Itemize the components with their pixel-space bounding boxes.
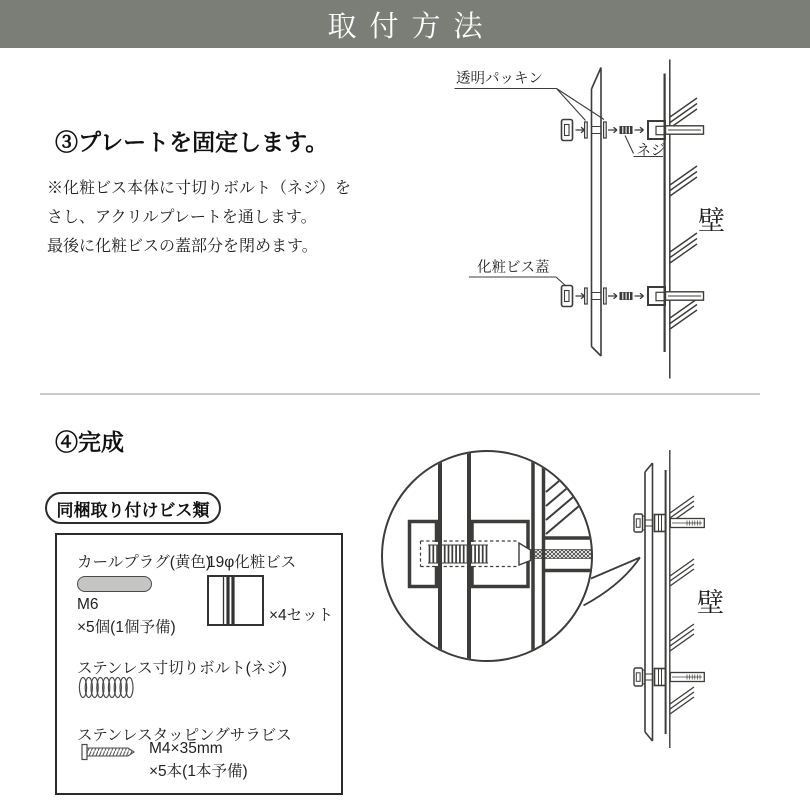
packing-ring-right <box>604 122 607 138</box>
note-line-3: 最後に化粧ビスの蓋部分を閉めます。 <box>47 238 318 255</box>
carl-plug-icon <box>77 576 152 592</box>
part-qty-bis: ×4セット <box>269 607 334 624</box>
screw-cap <box>634 514 643 532</box>
label-wall: 壁 <box>698 206 725 236</box>
page-header <box>0 0 810 48</box>
tapping-screw-icon <box>81 743 137 761</box>
standoff-barrel <box>655 669 666 686</box>
arrow-icon <box>608 293 617 299</box>
wall <box>665 60 697 379</box>
label-packing <box>455 70 605 121</box>
arrow-icon <box>608 127 617 133</box>
arrow-icon <box>635 293 644 299</box>
note-line-1: ※化粧ビス本体に寸切りボルト（ネジ）を <box>47 180 352 197</box>
screw-cap <box>562 286 573 307</box>
label-cap <box>469 259 566 286</box>
step4-heading: ④完成 <box>55 429 124 455</box>
step3-note <box>47 174 351 261</box>
svg-text:ネジ: ネジ <box>636 143 666 159</box>
arrow-icon <box>576 293 585 299</box>
standoff-barrel <box>655 515 666 532</box>
part-name-bis: 19φ化粧ビス <box>207 554 297 571</box>
decorative-bis-icon <box>207 575 264 626</box>
arrow-icon <box>635 127 644 133</box>
step3-heading: ③プレートを固定します。 <box>55 129 329 155</box>
note-line-2: さし、アクリルプレートを通します。 <box>47 209 317 226</box>
part-name-bolt: ステンレス寸切りボルト(ネジ) <box>77 660 287 677</box>
svg-text:化粧ビス蓋: 化粧ビス蓋 <box>477 260 550 276</box>
part-spec-plug-2: ×5個(1個予備) <box>77 619 176 636</box>
fixing-row-bottom <box>562 286 704 307</box>
screw-cap <box>562 120 573 141</box>
part-spec-tapping-2: ×5本(1本予備) <box>149 763 248 780</box>
packing-ring <box>643 670 645 684</box>
screw-cap-slot <box>565 291 570 302</box>
screw-cap-slot <box>565 125 570 136</box>
packing-ring-left <box>585 122 588 138</box>
part-spec-tapping-1: M4×35mm <box>149 740 223 757</box>
packing-ring-right <box>604 288 607 304</box>
packing-ring-left <box>585 288 588 304</box>
section-divider <box>40 393 760 395</box>
acrylic-plate <box>645 463 653 741</box>
label-wall: 壁 <box>697 588 724 618</box>
part-name-tapping: ステンレスタッピングサラビス <box>77 727 292 744</box>
side-view-complete <box>634 450 724 748</box>
part-name-plug: カールプラグ(黄色) <box>77 554 212 571</box>
svg-text:透明パッキン: 透明パッキン <box>456 71 543 87</box>
page-title: 取付方法 <box>327 10 496 43</box>
arrow-icon <box>576 127 585 133</box>
completed-diagram <box>355 415 810 775</box>
screw-shaft-section <box>531 550 595 559</box>
packing-ring <box>643 516 645 530</box>
threaded-bolt-icon <box>78 676 136 699</box>
fixing-row-top <box>562 120 704 141</box>
screw-cap <box>634 668 643 686</box>
parts-box-title: 同梱取り付けビス類 <box>45 492 221 524</box>
install-diagram-top <box>430 52 810 392</box>
part-spec-plug-1: M6 <box>77 596 99 613</box>
acrylic-plate <box>592 68 602 357</box>
